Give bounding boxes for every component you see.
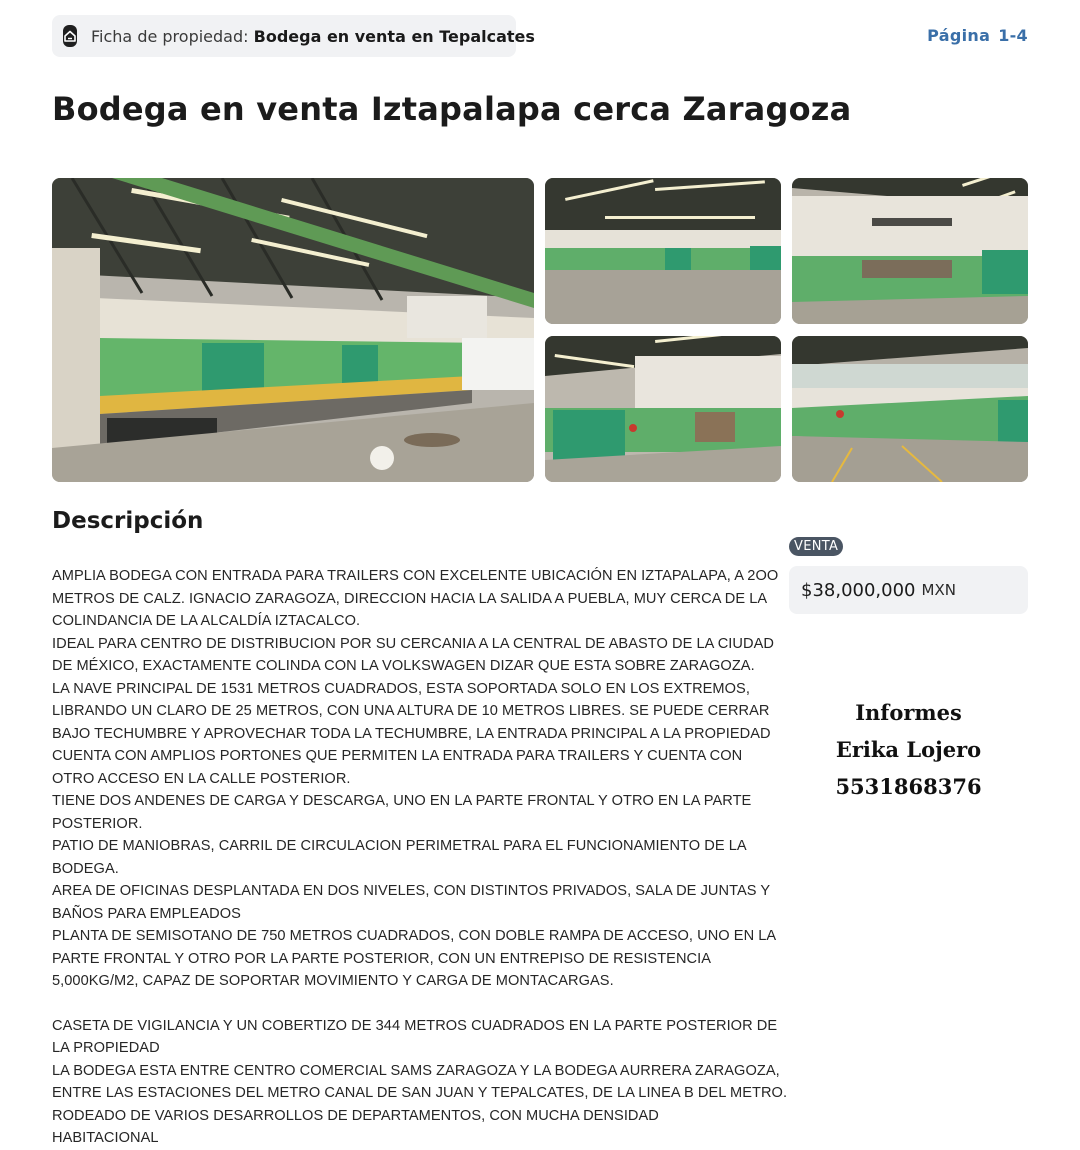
description-line: TIENE DOS ANDENES DE CARGA Y DESCARGA, UNO EN LA PARTE FRONTAL Y OTRO EN LA PARTE (52, 793, 752, 809)
contact-phone[interactable]: 5531868376 (835, 774, 982, 799)
photo-3[interactable] (792, 178, 1028, 324)
contact-name: Erika Lojero (835, 737, 982, 762)
description-line: RODEADO DE VARIOS DESARROLLOS DE DEPARTAMENTOS, CON MUCHA DENSIDAD (52, 1107, 659, 1124)
sale-badge: VENTA (789, 537, 843, 556)
description-line: AMPLIA BODEGA CON ENTRADA PARA TRAILERS CON EXCELENTE UBICACIÓN EN IZTAPALAPA, A 2OO (52, 568, 779, 584)
photo-4[interactable] (545, 336, 781, 482)
description-line: IDEAL PARA CENTRO DE DISTRIBUCION POR SU CERCANIA A LA CENTRAL DE ABASTO DE LA CIUDAD (52, 635, 774, 652)
property-sheet-header (52, 15, 535, 57)
description-line: CUENTA CON AMPLIOS PORTONES QUE PERMITEN LA ENTRADA PARA TRAILERS Y CUENTA CON (52, 748, 743, 764)
photo-main[interactable] (52, 178, 534, 482)
description-line: BAÑOS PARA EMPLEADOS (52, 905, 241, 922)
description-line: POSTERIOR. (52, 815, 143, 832)
description-line: PARTE FRONTAL Y OTRO POR LA PARTE POSTERIOR, CON UN ENTREPISO DE RESISTENCIA (52, 950, 712, 967)
header-text (91, 27, 535, 46)
description-line: LA NAVE PRINCIPAL DE 1531 METROS CUADRADOS, ESTA SOPORTADA SOLO EN LOS EXTREMOS, (52, 680, 750, 697)
page-indicator (927, 26, 1028, 45)
description-body (52, 565, 788, 1150)
photo-5[interactable] (792, 336, 1028, 482)
price-currency: MXN (921, 581, 956, 599)
description-line: 5,000KG/M2, CAPAZ DE SOPORTAR MOVIMIENTO Y CARGA DE MONTACARGAS. (52, 973, 614, 989)
description-line: PATIO DE MANIOBRAS, CARRIL DE CIRCULACION PERIMETRAL PARA EL FUNCIONAMIENTO DE LA (52, 838, 747, 854)
photo-2[interactable] (545, 178, 781, 324)
description-line: ENTRE LAS ESTACIONES DEL METRO CANAL DE SAN JUAN Y TEPALCATES, DE LA LINEA B DEL METRO. (52, 1085, 788, 1101)
description-line: OTRO ACCESO EN LA CALLE POSTERIOR. (52, 770, 351, 787)
contact-heading: Informes (855, 700, 962, 725)
photo-gallery (52, 178, 1028, 482)
description-line: BAJO TECHUMBRE Y APROVECHAR TODA LA TECHUMBRE, LA ENTRADA PRINCIPAL A LA PROPIEDAD (52, 725, 771, 742)
description-line: DE MÉXICO, EXACTAMENTE COLINDA CON LA VOLKSWAGEN DIZAR QUE ESTA SOBRE ZARAGOZA. (52, 658, 755, 674)
description-line: LA BODEGA ESTA ENTRE CENTRO COMERCIAL SAMS ZARAGOZA Y LA BODEGA AURRERA ZARAGOZA, (52, 1062, 780, 1079)
description-line: METROS DE CALZ. IGNACIO ZARAGOZA, DIRECCION HACIA LA SALIDA A PUEBLA, MUY CERCA DE LA (52, 590, 768, 607)
header-property-name: Bodega en venta en Tepalcates (253, 26, 535, 46)
header-label: Ficha de propiedad: (91, 26, 249, 46)
listing-title: Bodega en venta Iztapalapa cerca Zaragoza (52, 90, 852, 128)
price-box (789, 566, 1028, 614)
description-line: AREA DE OFICINAS DESPLANTADA EN DOS NIVELES, CON DISTINTOS PRIVADOS, SALA DE JUNTAS Y (52, 883, 771, 899)
description-line: HABITACIONAL (52, 1130, 159, 1146)
price-amount: $38,000,000 (801, 579, 916, 601)
description-line: BODEGA. (52, 860, 119, 877)
description-line: CASETA DE VIGILANCIA Y UN COBERTIZO DE 344 METROS CUADRADOS EN LA PARTE POSTERIOR DE (52, 1017, 778, 1034)
description-heading: Descripción (52, 508, 204, 534)
page-value: 1-4 (998, 26, 1028, 45)
contact-block (789, 694, 1028, 805)
description-line: PLANTA DE SEMISOTANO DE 750 METROS CUADRADOS, CON DOBLE RAMPA DE ACCESO, UNO EN LA (52, 928, 777, 944)
home-icon (63, 25, 77, 47)
description-line: COLINDANCIA DE LA ALCALDÍA IZTACALCO. (52, 613, 361, 629)
description-line: LA PROPIEDAD (52, 1040, 160, 1056)
description-line: LIBRANDO UN CLARO DE 25 METROS, CON UNA ALTURA DE 10 METROS LIBRES. SE PUEDE CERRAR (52, 703, 770, 719)
page-label: Página (927, 26, 991, 45)
